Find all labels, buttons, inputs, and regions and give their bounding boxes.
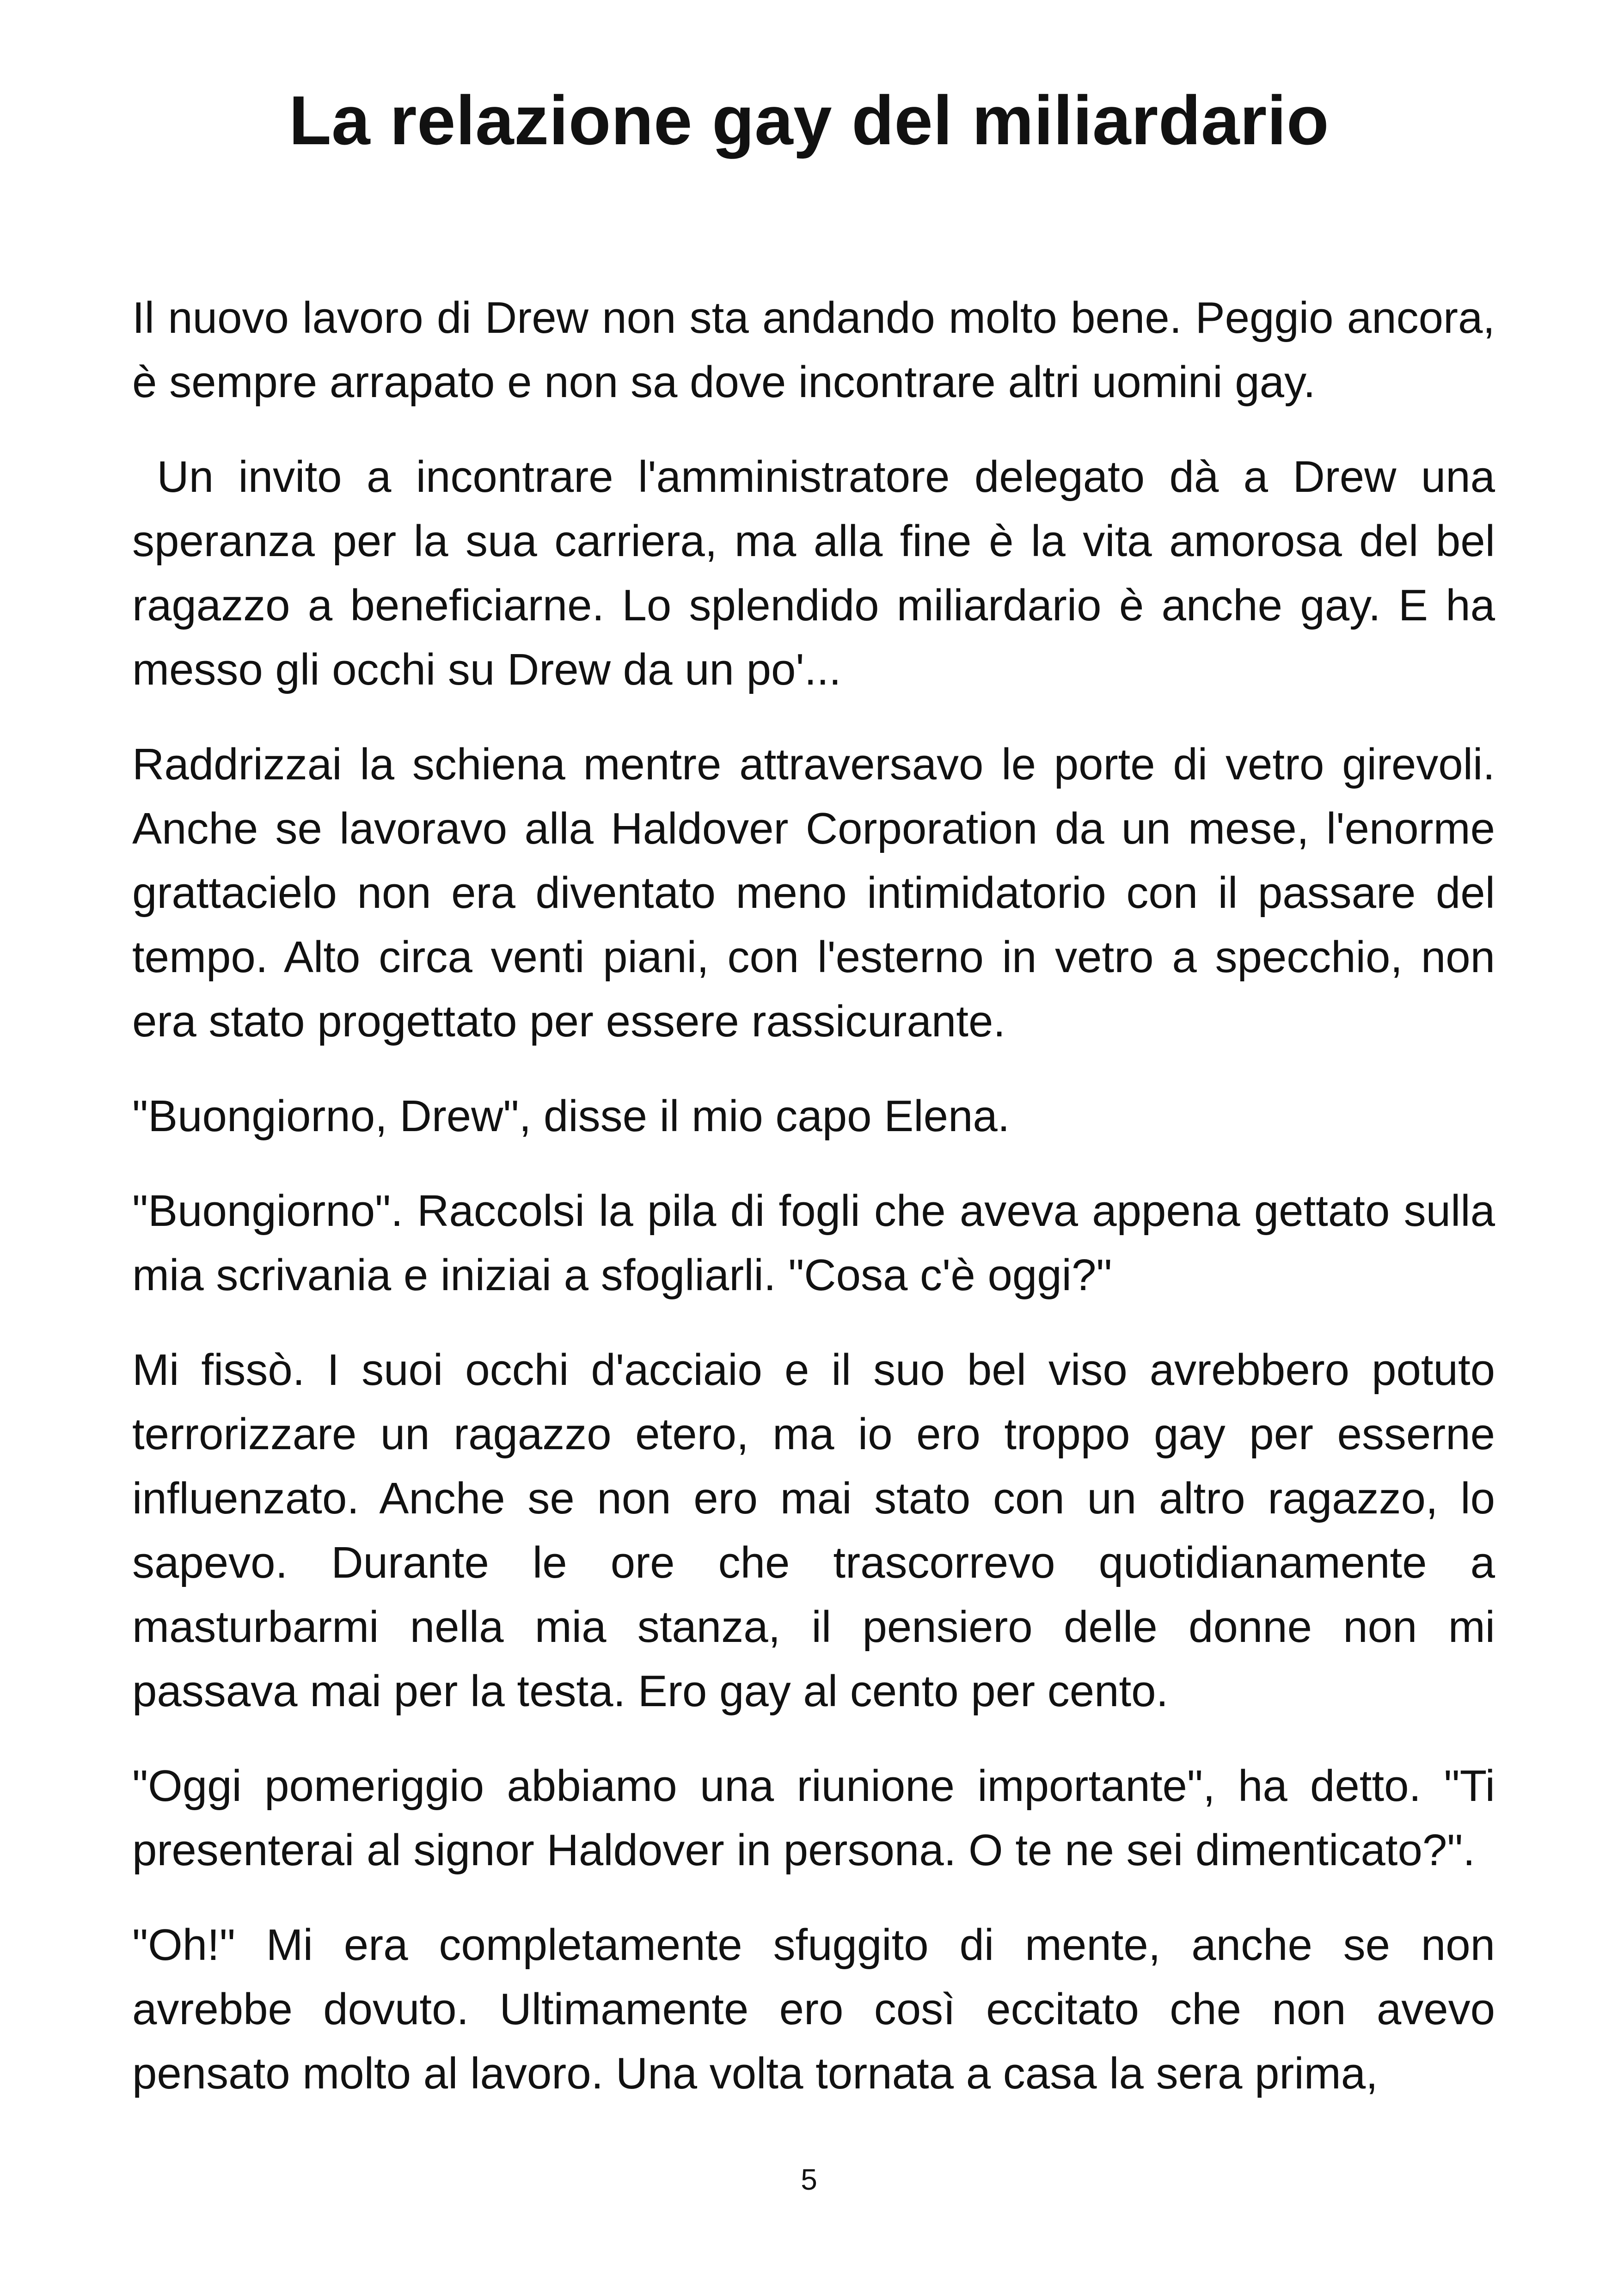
- paragraph-8: "Oh!" Mi era completamente sfuggito di mente, anche se non avrebbe dovuto. Ultimamente ero così eccitato che non avevo pensato molto al lavoro. Una volta tornata a casa la sera prima,: [132, 1920, 1495, 2098]
- paragraph-1: Il nuovo lavoro di Drew non sta andando molto bene. Peggio ancora, è sempre arrapato e non sa dove incontrare altri uomini gay.: [132, 293, 1495, 407]
- paragraph-3: Raddrizzai la schiena mentre attraversavo le porte di vetro girevoli. Anche se lavoravo alla Haldover Corporation da un mese, l'enorme grattacielo non era diventato meno intimidatorio con il passare del tempo. Alto circa venti piani, con l'esterno in vetro a specchio, non era stato progettato per essere rassicurante.: [132, 740, 1495, 1046]
- page-title: La relazione gay del miliardario: [288, 81, 1330, 159]
- paragraph-7: "Oggi pomeriggio abbiamo una riunione importante", ha detto. "Ti presenterai al signor Haldover in persona. O te ne sei dimenticato?".: [132, 1761, 1495, 1875]
- body-text: [132, 286, 1508, 2136]
- paragraph-5: "Buongiorno". Raccolsi la pila di fogli che aveva appena gettato sulla mia scrivania e iniziai a sfogliarli. "Cosa c'è oggi?": [132, 1186, 1495, 1300]
- paragraph-2: Un invito a incontrare l'amministratore delegato dà a Drew una speranza per la sua carriera, ma alla fine è la vita amorosa del bel ragazzo a beneficiarne. Lo splendido miliardario è anche gay. E ha messo gli occhi su Drew da un po'...: [132, 452, 1508, 694]
- paragraph-4: "Buongiorno, Drew", disse il mio capo Elena.: [132, 1091, 1010, 1141]
- paragraph-6: Mi fissò. I suoi occhi d'acciaio e il suo bel viso avrebbero potuto terrorizzare un ragazzo etero, ma io ero troppo gay per esserne influenzato. Anche se non ero mai stato con un altro ragazzo, lo sapevo. Durante le ore che trascorrevo quotidianamente a masturbarmi nella mia stanza, il pensiero delle donne non mi passava mai per la testa. Ero gay al cento per cento.: [132, 1345, 1495, 1716]
- page-number: 5: [801, 2163, 817, 2196]
